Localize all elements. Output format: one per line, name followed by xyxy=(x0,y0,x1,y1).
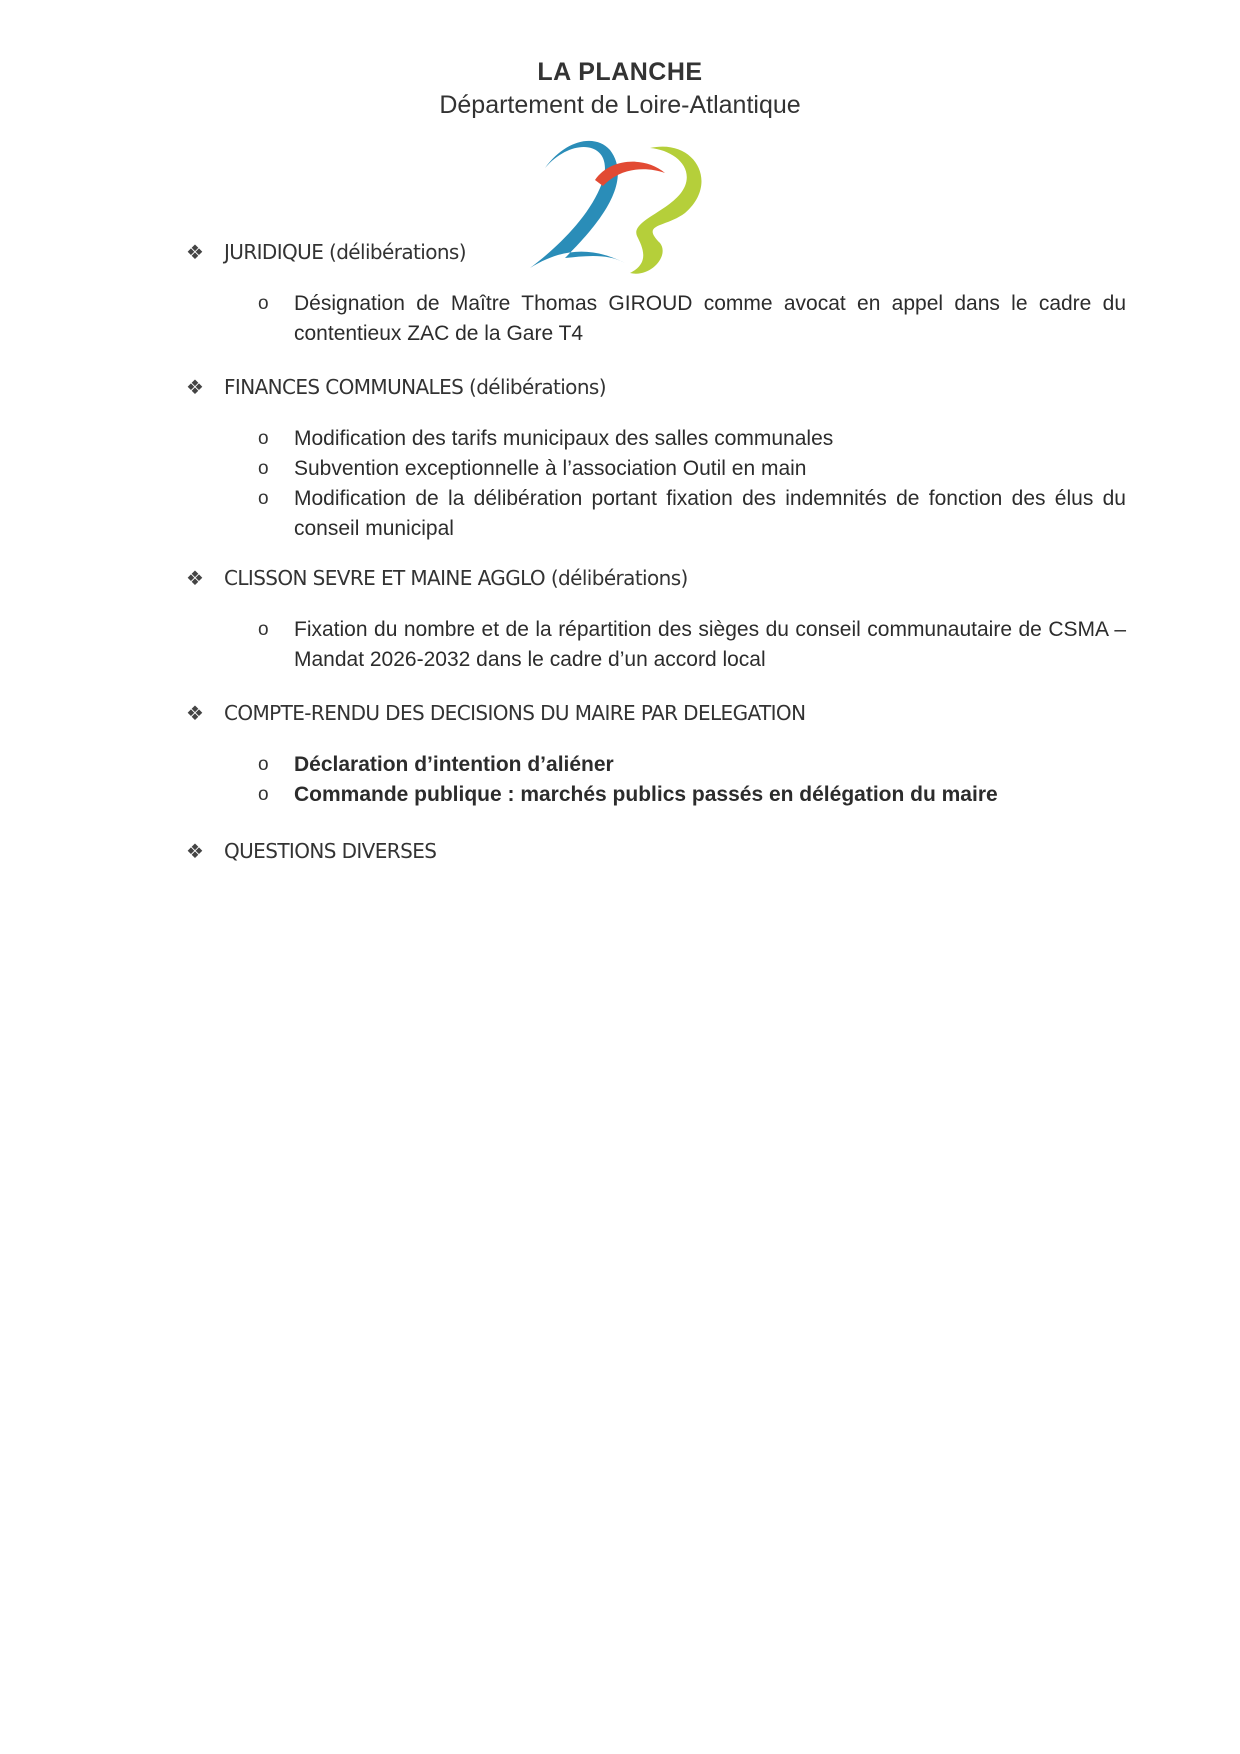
circle-bullet-icon: o xyxy=(258,458,269,479)
section-finances xyxy=(186,372,1126,544)
section-juridique xyxy=(186,237,1126,349)
diamond-bullet-icon: ❖ xyxy=(186,566,204,590)
list-item: o Fixation du nombre et de la répartition des sièges du conseil communautaire de CSMA – Mandat 2026-2032 dans le cadre d’un accord local xyxy=(258,615,1126,675)
page-title: LA PLANCHE xyxy=(537,58,703,86)
circle-bullet-icon: o xyxy=(258,619,269,640)
list-item: o Modification de la délibération portant fixation des indemnités de fonction des élus du conseil municipal xyxy=(258,484,1126,544)
circle-bullet-icon: o xyxy=(258,428,269,449)
circle-bullet-icon: o xyxy=(258,784,269,805)
diamond-bullet-icon: ❖ xyxy=(186,701,204,725)
section-compte-rendu xyxy=(186,698,1126,810)
section-heading: QUESTIONS DIVERSES xyxy=(224,839,437,863)
section-heading: CLISSON SEVRE ET MAINE AGGLO (délibérations) xyxy=(224,566,688,590)
list-item: o Déclaration d’intention d’aliéner xyxy=(258,750,1126,780)
circle-bullet-icon: o xyxy=(258,488,269,509)
section-heading: FINANCES COMMUNALES (délibérations) xyxy=(224,375,606,399)
list-item: o Commande publique : marchés publics passés en délégation du maire xyxy=(258,780,1126,810)
list-item: o Subvention exceptionnelle à l’association Outil en main xyxy=(258,454,1126,484)
section-csma xyxy=(186,563,1126,675)
circle-bullet-icon: o xyxy=(258,754,269,775)
diamond-bullet-icon: ❖ xyxy=(186,240,204,264)
page-subtitle: Département de Loire-Atlantique xyxy=(439,91,801,119)
list-item: o Modification des tarifs municipaux des salles communales xyxy=(258,424,1126,454)
list-item: o Désignation de Maître Thomas GIROUD comme avocat en appel dans le cadre du contentieux ZAC de la Gare T4 xyxy=(258,289,1126,349)
circle-bullet-icon: o xyxy=(258,293,269,314)
diamond-bullet-icon: ❖ xyxy=(186,375,204,399)
section-heading: COMPTE-RENDU DES DECISIONS DU MAIRE PAR DELEGATION xyxy=(224,701,806,725)
section-heading: JURIDIQUE (délibérations) xyxy=(224,240,466,264)
section-questions xyxy=(186,836,1126,866)
diamond-bullet-icon: ❖ xyxy=(186,839,204,863)
document-header xyxy=(0,58,1240,120)
